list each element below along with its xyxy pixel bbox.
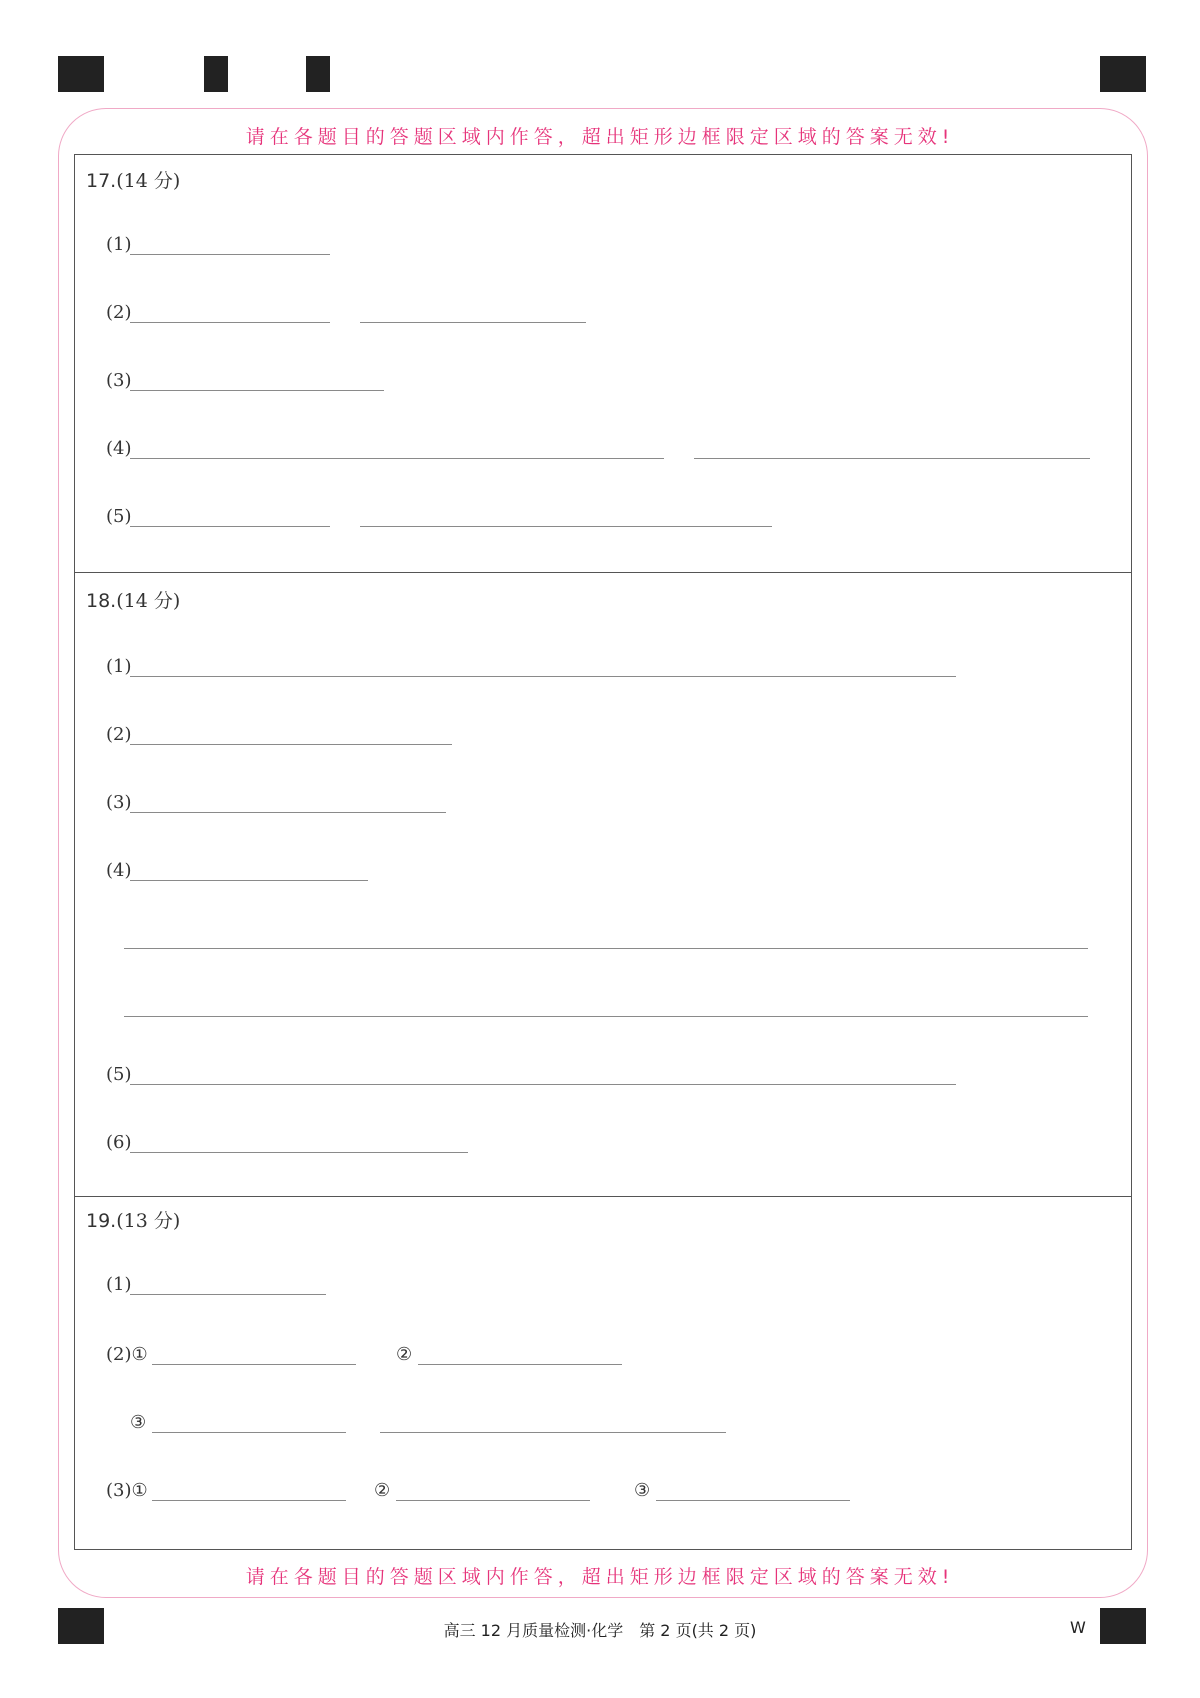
question-17-title: 17.(14 分) [86, 170, 181, 192]
q19-part-3-1-answer-line[interactable] [152, 1500, 346, 1501]
q18-part-5-answer-line[interactable] [130, 1084, 956, 1085]
question-18-title: 18.(14 分) [86, 590, 181, 612]
notice-bottom: 请在各题目的答题区域内作答，超出矩形边框限定区域的答案无效! [245, 1566, 955, 1588]
q19-part-3-2-answer-line[interactable] [396, 1500, 590, 1501]
q17-part-4-label: (4) [106, 438, 132, 459]
q17-part-5-answer-line-b[interactable] [360, 526, 772, 527]
q17-part-2-label: (2) [106, 302, 132, 323]
q17-part-3-label: (3) [106, 370, 132, 391]
q19-part-2-2-answer-line[interactable] [418, 1364, 622, 1365]
answer-box [74, 154, 1132, 1550]
q18-part-1-answer-line[interactable] [130, 676, 956, 677]
registration-mark-top-1 [204, 56, 228, 92]
q18-part-6-label: (6) [106, 1132, 132, 1153]
section-divider-18 [74, 572, 1132, 573]
q18-part-4-extra-line-2[interactable] [124, 1016, 1088, 1017]
q18-part-2-answer-line[interactable] [130, 744, 452, 745]
registration-mark-top-right [1100, 56, 1146, 92]
q18-part-4-label: (4) [106, 860, 132, 881]
q19-part-3-3-answer-line[interactable] [656, 1500, 850, 1501]
q19-part-2-1-answer-line[interactable] [152, 1364, 356, 1365]
q19-part-2-3-answer-line-b[interactable] [380, 1432, 726, 1433]
q19-part-3-2-label: ② [374, 1480, 391, 1501]
q18-part-3-label: (3) [106, 792, 132, 813]
q18-part-4-answer-line[interactable] [130, 880, 368, 881]
page-footer: 高三 12 月质量检测·化学 第 2 页(共 2 页) [443, 1621, 757, 1640]
q18-part-1-label: (1) [106, 656, 132, 677]
q18-part-2-label: (2) [106, 724, 132, 745]
q19-part-3-3-label: ③ [634, 1480, 651, 1501]
q19-part-1-answer-line[interactable] [130, 1294, 326, 1295]
q18-part-6-answer-line[interactable] [130, 1152, 468, 1153]
q17-part-4-answer-line-b[interactable] [694, 458, 1090, 459]
registration-mark-top-2 [306, 56, 330, 92]
q17-part-1-answer-line[interactable] [130, 254, 330, 255]
q17-part-1-label: (1) [106, 234, 132, 255]
q19-part-2-1-label: (2)① [106, 1344, 148, 1365]
registration-mark-top-left [58, 56, 104, 92]
q17-part-3-answer-line[interactable] [130, 390, 384, 391]
q17-part-5-label: (5) [106, 506, 132, 527]
q17-part-4-answer-line-a[interactable] [130, 458, 664, 459]
q17-part-2-answer-line-a[interactable] [130, 322, 330, 323]
q17-part-5-answer-line-a[interactable] [130, 526, 330, 527]
q19-part-1-label: (1) [106, 1274, 132, 1295]
section-divider-19 [74, 1196, 1132, 1197]
q19-part-3-1-label: (3)① [106, 1480, 148, 1501]
q19-part-2-2-label: ② [396, 1344, 413, 1365]
paper-code: W [1070, 1618, 1086, 1637]
notice-top: 请在各题目的答题区域内作答，超出矩形边框限定区域的答案无效! [245, 126, 955, 148]
q19-part-2-3-label: ③ [130, 1412, 147, 1433]
q18-part-4-extra-line-1[interactable] [124, 948, 1088, 949]
q18-part-3-answer-line[interactable] [130, 812, 446, 813]
q17-part-2-answer-line-b[interactable] [360, 322, 586, 323]
q19-part-2-3-answer-line-a[interactable] [152, 1432, 346, 1433]
q18-part-5-label: (5) [106, 1064, 132, 1085]
question-19-title: 19.(13 分) [86, 1210, 181, 1232]
